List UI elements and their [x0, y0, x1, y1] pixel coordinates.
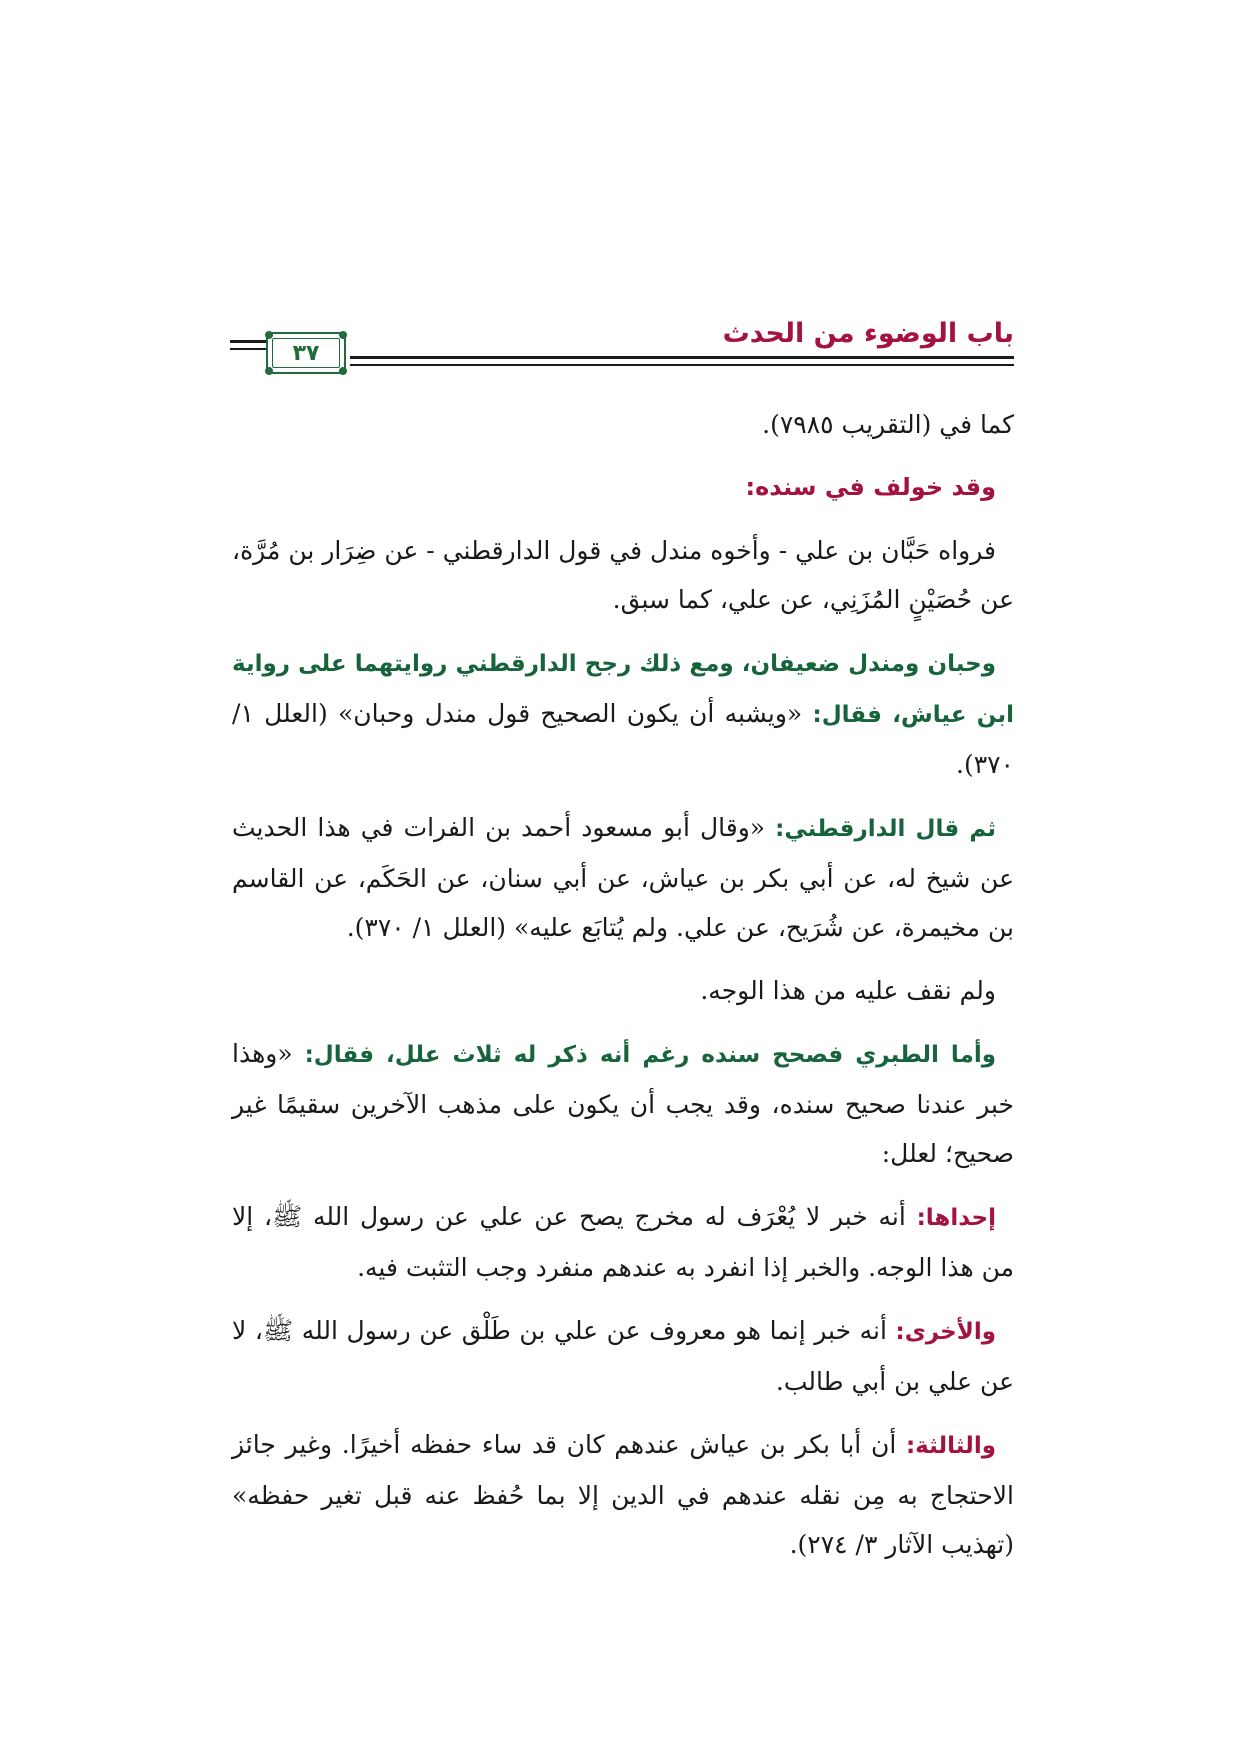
paragraph-lead: وأما الطبري فصحح سنده رغم أنه ذكر له ثلاث علل، فقال:	[304, 1042, 996, 1068]
paragraph-text: ولم نقف عليه من هذا الوجه.	[700, 976, 996, 1005]
header-rule-right-top	[350, 356, 1014, 359]
page-number: ٣٧	[292, 340, 320, 366]
paragraph-3	[232, 526, 1014, 624]
paragraph-4	[232, 638, 1014, 789]
paragraph-lead: والأخرى:	[895, 1319, 996, 1345]
paragraph-text: «وهذا خبر عندنا صحيح سنده، وقد يجب أن يكون على مذهب الآخرين سقيمًا غير صحيح؛ لعلل:	[232, 1039, 1014, 1168]
page-body	[232, 400, 1014, 1583]
paragraph-text: «وقال أبو مسعود أحمد بن الفرات في هذا الحديث عن شيخ له، عن أبي بكر بن عياش، عن أبي سنان، عن الحَكَم، عن القاسم بن مخيمرة، عن شُرَيح، عن علي. ولم يُتابَع عليه» (العلل ١/ ٣٧٠).	[232, 813, 1014, 942]
paragraph-5	[232, 803, 1014, 952]
paragraph-text: أنه خبر لا يُعْرَف له مخرج يصح عن علي عن رسول الله ﷺ، إلا من هذا الوجه. والخبر إذا انفرد به عندهم منفرد وجب التثبت فيه.	[232, 1202, 1014, 1282]
paragraph-7	[232, 1029, 1014, 1178]
header-rule-left-bottom	[230, 348, 266, 350]
page-number-badge	[266, 332, 346, 374]
chapter-title: باب الوضوء من الحدث	[722, 318, 1014, 349]
paragraph-6	[232, 966, 1014, 1015]
paragraph-lead: إحداها:	[916, 1205, 996, 1231]
paragraph-lead: وحبان ومندل ضعيفان، ومع ذلك رجح الدارقطني روايتهما على رواية ابن عياش، فقال:	[232, 651, 1014, 728]
paragraph-lead: والثالثة:	[905, 1433, 996, 1459]
paragraph-10	[232, 1420, 1014, 1569]
paragraph-text: فرواه حَبَّان بن علي - وأخوه مندل في قول الدارقطني - عن ضِرَار بن مُرَّة، عن حُصَيْنٍ المُزَنِي، عن علي، كما سبق.	[232, 536, 1014, 614]
paragraph-text: كما في (التقريب ٧٩٨٥).	[762, 410, 1014, 439]
paragraph-text: «ويشبه أن يكون الصحيح قول مندل وحبان» (العلل ١/ ٣٧٠).	[232, 699, 1014, 779]
paragraph-text: أنه خبر إنما هو معروف عن علي بن طَلْق عن رسول الله ﷺ، لا عن علي بن أبي طالب.	[232, 1316, 1014, 1396]
paragraph-9	[232, 1306, 1014, 1406]
header-rule-right-bottom	[350, 364, 1014, 366]
page-header	[230, 318, 1014, 378]
paragraph-1	[232, 400, 1014, 449]
paragraph-lead: ثم قال الدارقطني:	[775, 816, 997, 842]
header-rule-left-top	[230, 340, 266, 343]
paragraph-text: أن أبا بكر بن عياش عندهم كان قد ساء حفظه أخيرًا. وغير جائز الاحتجاج به مِن نقله عندهم في الدين إلا بما حُفظ عنه قبل تغير حفظه» (تهذيب الآثار ٣/ ٢٧٤).	[232, 1430, 1014, 1559]
paragraph-8	[232, 1192, 1014, 1292]
section-heading: وقد خولف في سنده:	[745, 473, 996, 501]
